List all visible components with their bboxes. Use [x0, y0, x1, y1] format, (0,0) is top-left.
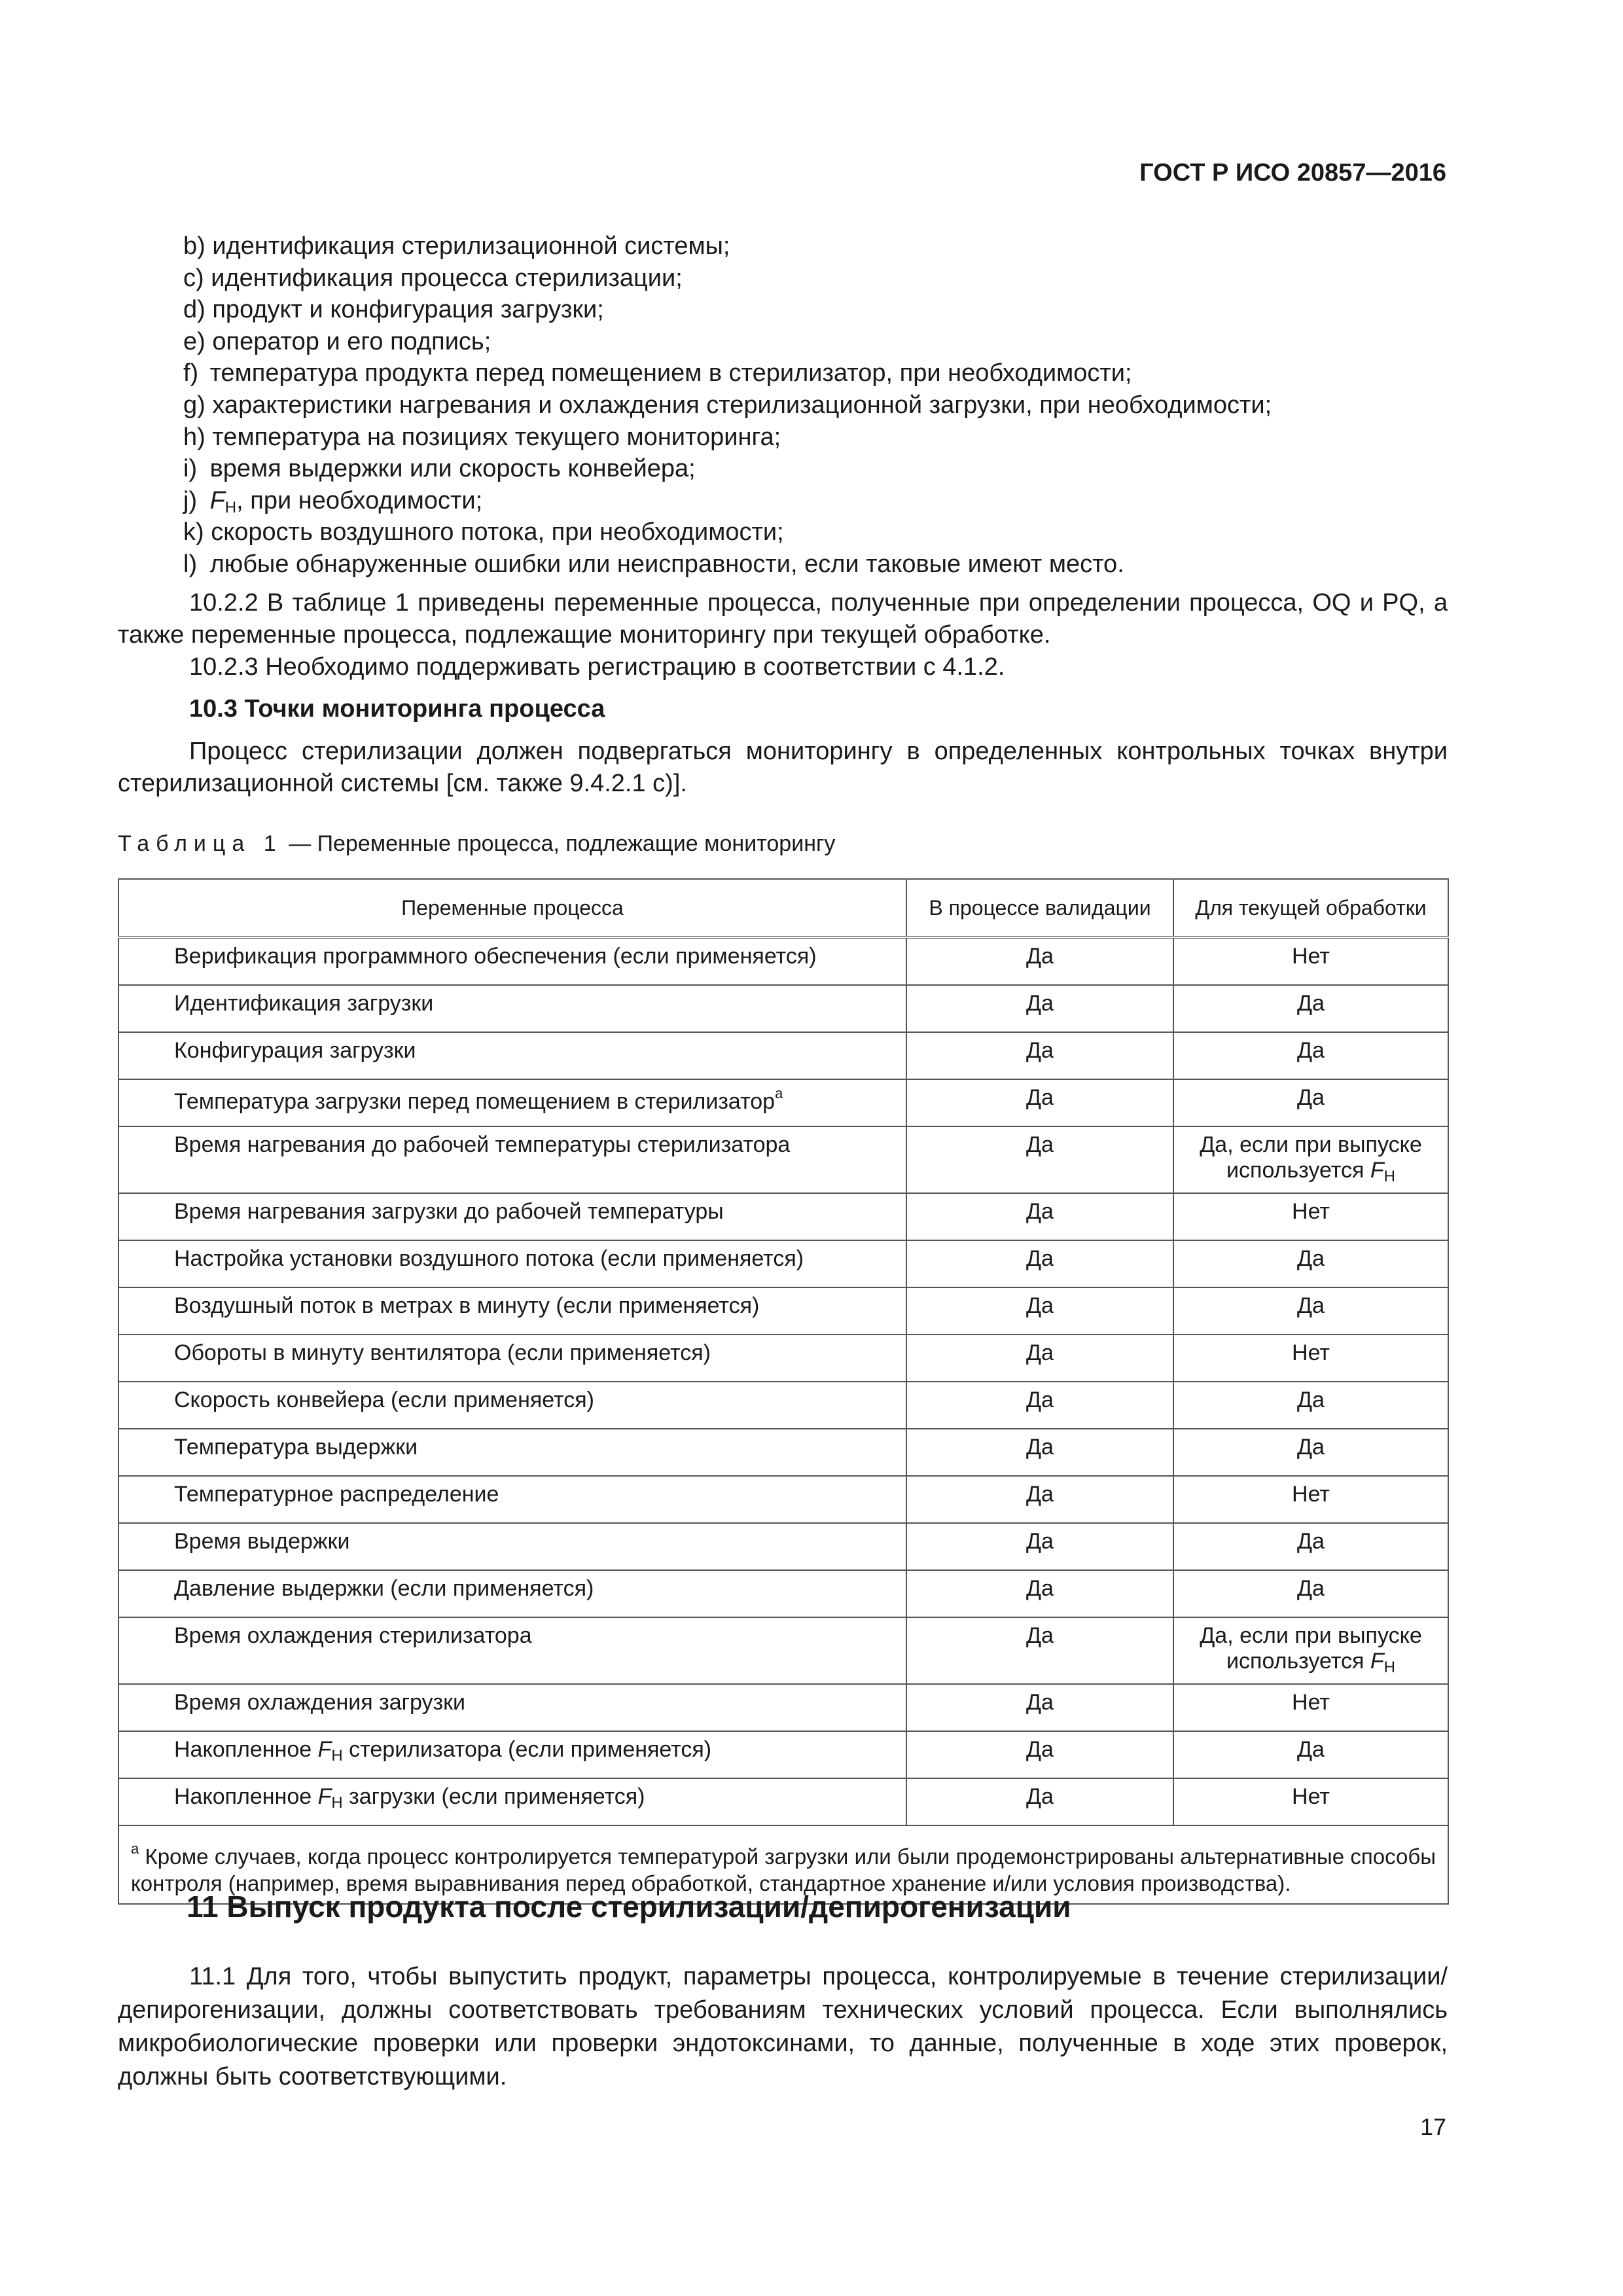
document-code: ГОСТ Р ИСО 20857—2016: [1139, 159, 1446, 187]
table-row: Температура выдержки Да Да: [118, 1429, 1448, 1476]
list-item: h) температура на позициях текущего мониторинга;: [183, 423, 781, 451]
table-row: Скорость конвейера (если применяется) Да Да: [118, 1382, 1448, 1429]
table-row: Давление выдержки (если применяется) Да Да: [118, 1570, 1448, 1617]
table-row: Время нагревания загрузки до рабочей температуры Да Нет: [118, 1193, 1448, 1240]
list-item: i) время выдержки или скорость конвейера;: [183, 455, 696, 483]
column-header: В процессе валидации: [906, 879, 1173, 937]
process-variables-table: [118, 878, 1449, 1905]
list-item: k) скорость воздушного потока, при необходимости;: [183, 518, 784, 547]
table-footnote: $^a$ Кроме случаев, когда процесс контролируется температурой загрузки или были продемонстрированы альтернативные способы контроля (например, время выравнивания перед обработкой, стандартное хранение и/или условия производства).: [118, 1825, 1448, 1904]
list-item: j) $F_H$, при необходимости;: [183, 486, 483, 516]
list-item: e) оператор и его подпись;: [183, 327, 491, 355]
paragraph-10-3: Процесс стерилизации должен подвергаться мониторингу в определенных контрольных точках внутри стерилизационной системы [см. также 9.4.2.1 с)].: [118, 738, 1448, 797]
list-item: l) любые обнаруженные ошибки или неисправности, если таковые имеют место.: [183, 550, 1124, 578]
table-row: Воздушный поток в метрах в минуту (если применяется) Да Да: [118, 1287, 1448, 1335]
paragraph-10-2-3: 10.2.3 Необходимо поддерживать регистрацию в соответствии с 4.1.2.: [189, 653, 1005, 681]
table-header-row: [118, 879, 1448, 937]
table-row: Время охлаждения загрузки Да Нет: [118, 1684, 1448, 1731]
column-header: Переменные процесса: [118, 879, 906, 937]
table-row: Идентификация загрузки Да Да: [118, 985, 1448, 1032]
section-heading-10-3: 10.3 Точки мониторинга процесса: [189, 695, 605, 723]
table-row: Накопленное $F_H$ стерилизатора (если применяется) Да Да: [118, 1731, 1448, 1778]
table-caption: Таблица 1 — Переменные процесса, подлежащие мониторингу: [118, 831, 836, 856]
list-item: c) идентификация процесса стерилизации;: [183, 264, 683, 292]
table-row: Конфигурация загрузки Да Да: [118, 1032, 1448, 1079]
column-header: Для текущей обработки: [1173, 879, 1448, 937]
table-row: Время охлаждения стерилизатора Да Да, если при выпуске используется $F_H$: [118, 1617, 1448, 1684]
paragraph-11-1: 11.1 Для того, чтобы выпустить продукт, параметры процесса, контролируемые в течение стерилизации/депирогенизации, должны соответствовать требованиям технических условий процесса. Если выполнялись микробиологические проверки или проверки эндотоксинами, то данные, полученные в ходе этих проверок, должны быть соответствующими.: [118, 1963, 1448, 2090]
page-number: 17: [1419, 2113, 1446, 2140]
section-heading-11: 11 Выпуск продукта после стерилизации/депирогенизации: [187, 1890, 1071, 1924]
list-item: b) идентификация стерилизационной системы;: [183, 232, 730, 260]
table-row: Обороты в минуту вентилятора (если применяется) Да Нет: [118, 1335, 1448, 1382]
table-row: Настройка установки воздушного потока (если применяется) Да Да: [118, 1240, 1448, 1287]
paragraph-10-2-2: 10.2.2 В таблице 1 приведены переменные процесса, полученные при определении процесса, OQ и PQ, а также переменные процесса, подлежащие мониторингу при текущей обработке.: [118, 589, 1448, 649]
list-item: f) температура продукта перед помещением в стерилизатор, при необходимости;: [183, 359, 1132, 387]
table-row: Температурное распределение Да Нет: [118, 1476, 1448, 1523]
requirements-list: [183, 230, 1446, 581]
table-row: Время выдержки Да Да: [118, 1523, 1448, 1570]
table-row: Температура загрузки перед помещением в стерилизатор$^a$ Да Да: [118, 1079, 1448, 1126]
table-row: Верификация программного обеспечения (если применяется) Да Нет: [118, 937, 1448, 985]
table-row: Время нагревания до рабочей температуры стерилизатора Да Да, если при выпуске используется $F_H$: [118, 1126, 1448, 1193]
list-item: d) продукт и конфигурация загрузки;: [183, 296, 604, 324]
table-row: Накопленное $F_H$ загрузки (если применяется) Да Нет: [118, 1778, 1448, 1825]
list-item: g) характеристики нагревания и охлаждения стерилизационной загрузки, при необходимости;: [183, 391, 1272, 419]
